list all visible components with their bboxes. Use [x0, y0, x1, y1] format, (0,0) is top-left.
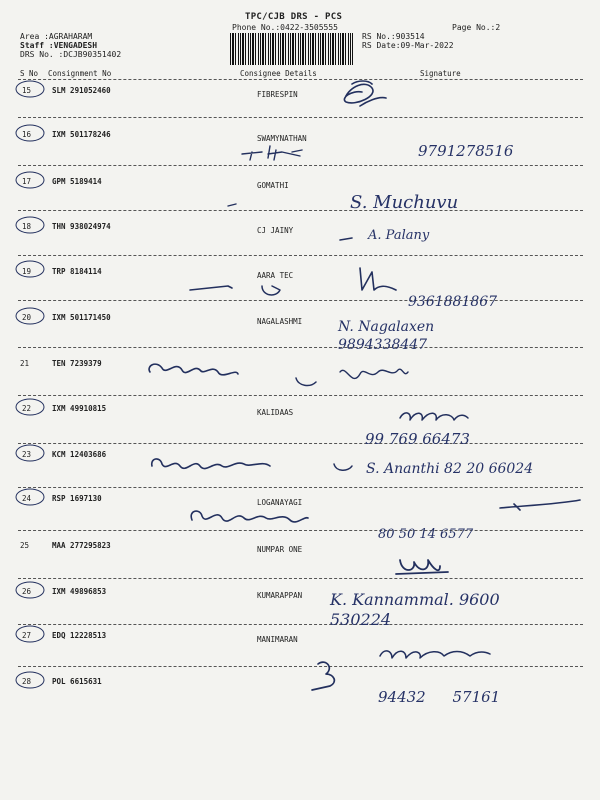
signature-scribble [262, 286, 280, 295]
row-sno: 26 [22, 587, 32, 596]
row-consignee: NAGALASHMI [257, 317, 303, 326]
handwritten-phone: 94432 57161 [378, 688, 501, 706]
row-sno: 22 [22, 404, 32, 413]
signature-scribble [400, 413, 468, 420]
row-consignment-no: RSP 1697130 [52, 494, 102, 503]
signature-scribble [312, 662, 334, 690]
row-consignment-no: TEN 7239379 [52, 359, 102, 368]
signature-scribble [500, 500, 580, 510]
row-consignment-no: SLM 291052460 [52, 86, 111, 95]
row-sno: 28 [22, 677, 32, 686]
row-sno: 16 [22, 130, 32, 139]
area-field: Area :AGRAHARAM [20, 32, 93, 41]
row-consignment-no: EDQ 12228513 [52, 631, 107, 640]
row-consignment-no: IXM 501171450 [52, 313, 111, 322]
handwritten-name-phone: N. Nagalaxen 9894338447 [338, 319, 435, 353]
row-consignment-no: GPM 5189414 [52, 177, 102, 186]
staff-field: Staff :VENGADESH [20, 41, 98, 50]
row-sno: 17 [22, 177, 32, 186]
sno-circle [16, 81, 44, 97]
signature-scribble [152, 459, 270, 469]
row-sno: 24 [22, 494, 32, 503]
handwritten-phone: 80 50 14 6577 [378, 527, 474, 542]
sno-circle [16, 626, 44, 642]
signature-scribble [191, 511, 308, 522]
row-consignment-no: IXM 501178246 [52, 130, 111, 139]
signature-scribble [396, 560, 448, 574]
rs-number: RS No.:903514 [362, 32, 425, 41]
sno-circle [16, 172, 44, 188]
row-consignment-no: IXM 49910815 [52, 404, 107, 413]
row-consignee: NUMPAR ONE [257, 545, 303, 554]
document-title: TPC/CJB DRS - PCS [245, 12, 343, 22]
row-consignee: SWAMYNATHAN [257, 134, 307, 143]
page-number: Page No.:2 [452, 23, 501, 32]
row-consignment-no: MAA 277295823 [52, 541, 111, 550]
row-sno: 19 [22, 267, 32, 276]
col-signature: Signature [420, 69, 461, 78]
row-consignee: KUMARAPPAN [257, 591, 303, 600]
row-sno: 27 [22, 631, 32, 640]
sno-circle [16, 445, 44, 461]
sno-circle [16, 489, 44, 505]
row-consignment-no: TRP 8184114 [52, 267, 102, 276]
sno-circle [16, 582, 44, 598]
signature-scribble [344, 81, 386, 106]
signature-scribble [190, 286, 232, 290]
sno-circle [16, 125, 44, 141]
handwritten-phone: 9791278516 [418, 142, 514, 160]
row-consignment-no: KCM 12403686 [52, 450, 107, 459]
row-consignment-no: IXM 49896853 [52, 587, 107, 596]
row-consignee: KALIDAAS [257, 408, 294, 417]
handwritten-name-phone: K. Kannammal. 9600 530224 [330, 590, 500, 629]
handwritten-phone: 9361881867 [408, 294, 498, 310]
drs-number: DRS No. :DCJB90351402 [20, 50, 122, 59]
signature-scribble [228, 204, 236, 206]
signature-scribble [296, 378, 316, 385]
row-sno: 21 [20, 359, 30, 368]
col-sno: S No [20, 69, 39, 78]
row-sno: 18 [22, 222, 32, 231]
row-consignee: MANIMARAN [257, 635, 298, 644]
row-consignee: CJ JAINY [257, 226, 294, 235]
sno-circle [16, 399, 44, 415]
row-sno: 20 [22, 313, 32, 322]
signature-scribble [360, 268, 396, 290]
handwritten-name-phone: S. Ananthi 82 20 66024 [366, 461, 534, 477]
row-sno: 15 [22, 86, 32, 95]
row-sno: 25 [20, 541, 30, 550]
handwritten-name: S. Muchuvu [350, 192, 459, 213]
signature-scribble [149, 364, 238, 375]
signature-scribble [380, 651, 490, 658]
sno-circle [16, 308, 44, 324]
handwritten-phone: 99 769 66473 [365, 430, 470, 448]
rs-date: RS Date:09-Mar-2022 [362, 41, 454, 50]
row-consignment-no: POL 6615631 [52, 677, 102, 686]
row-consignee: LOGANAYAGI [257, 498, 303, 507]
col-consignment: Consignment No [48, 69, 112, 78]
sno-circle [16, 261, 44, 277]
row-consignee: GOMATHI [257, 181, 289, 190]
signature-scribble [334, 464, 352, 470]
handwritten-name: A. Palany [368, 228, 430, 243]
sno-circle [16, 217, 44, 233]
row-sno: 23 [22, 450, 32, 459]
signature-scribble [242, 146, 302, 160]
row-consignment-no: THN 938024974 [52, 222, 111, 231]
row-consignee: AARA TEC [257, 271, 294, 280]
phone-number: Phone No.:0422-3505555 [232, 23, 338, 32]
signature-scribble [340, 369, 408, 378]
signature-scribble [340, 238, 352, 240]
col-consignee: Consignee Details [240, 69, 317, 78]
sno-circle [16, 672, 44, 688]
row-consignee: FIBRESPIN [257, 90, 298, 99]
